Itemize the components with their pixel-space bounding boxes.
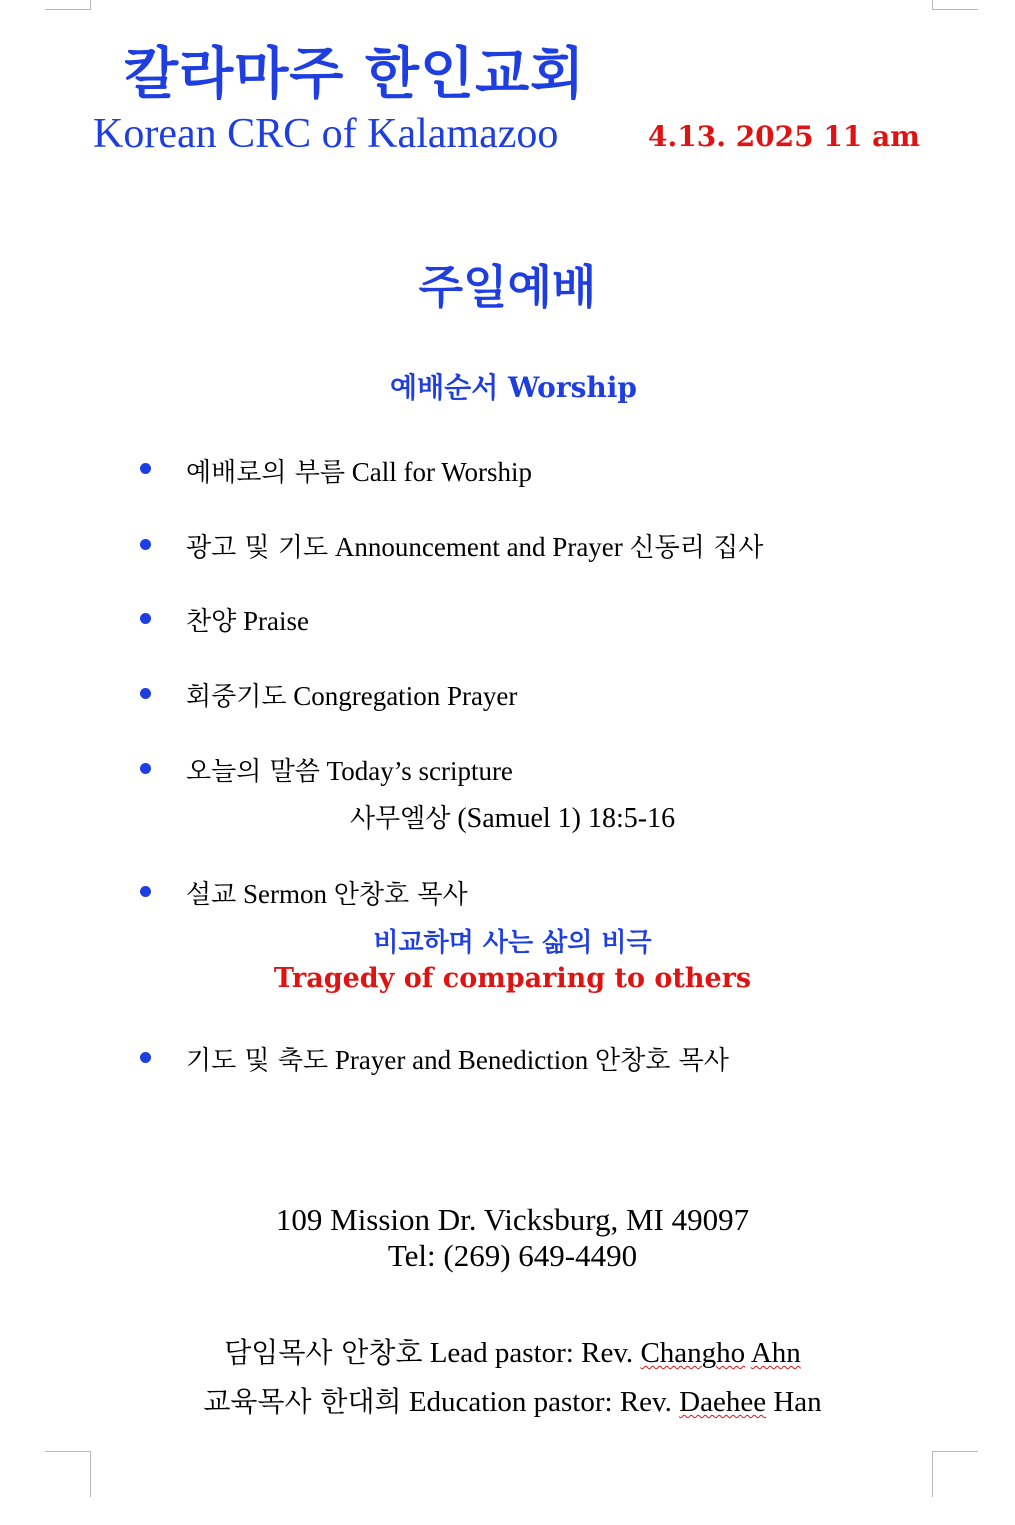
sermon-title-english: Tragedy of comparing to others (273, 963, 752, 994)
scripture-book-english: (Samuel 1) 18:5-16 (457, 803, 676, 834)
order-item-english: Congregation Prayer (293, 681, 518, 711)
crop-mark (932, 1451, 978, 1452)
order-item-leader: 안창호 목사 (595, 1046, 729, 1076)
lead-pastor-label: Lead pastor: Rev. (429, 1337, 634, 1369)
lead-pastor-korean: 담임목사 안창호 (224, 1336, 423, 1369)
church-telephone: Tel: (269) 649-4490 (387, 1238, 638, 1273)
order-item-korean: 기도 및 축도 (186, 1046, 329, 1076)
crop-mark (45, 1451, 90, 1452)
order-item-english: Sermon (242, 879, 327, 909)
order-item-korean: 회중기도 (186, 682, 287, 712)
order-item-english: Call for Worship (351, 457, 533, 487)
crop-mark (932, 9, 978, 10)
order-item-korean: 예배로의 부름 (186, 458, 345, 488)
scripture-book-korean: 사무엘상 (349, 804, 451, 834)
order-item-english: Today’s scripture (326, 756, 513, 786)
order-item-english: Praise (242, 606, 309, 636)
service-title: 주일예배 (418, 260, 597, 314)
order-item-congregation-prayer (186, 676, 517, 713)
order-item-english: Announcement and Prayer (334, 532, 623, 562)
order-heading-korean: 예배순서 (390, 371, 499, 404)
crop-mark (932, 1451, 933, 1497)
lead-pastor-first-name: Changho (640, 1337, 746, 1369)
bullet-icon (140, 1052, 151, 1063)
service-date: 4.13. 2025 11 am (648, 120, 920, 153)
church-address: 109 Mission Dr. Vicksburg, MI 49097 (275, 1202, 750, 1237)
education-pastor (0, 1380, 1015, 1420)
church-name-korean: 칼라마주 한인교회 (124, 42, 586, 107)
order-item-korean: 광고 및 기도 (186, 533, 329, 563)
crop-mark (90, 0, 91, 10)
education-pastor-label: Education pastor: Rev. (408, 1386, 672, 1418)
bullet-icon (140, 539, 151, 550)
order-item-sermon (186, 874, 468, 911)
crop-mark (45, 9, 90, 10)
sermon-title-korean: 비교하며 사는 삶의 비극 (373, 928, 652, 958)
bullet-icon (140, 613, 151, 624)
order-heading-english: Worship (508, 371, 637, 404)
lead-pastor-last-name: Ahn (750, 1337, 801, 1369)
order-item-korean: 오늘의 말씀 (186, 757, 320, 787)
education-pastor-first-name: Daehee (679, 1386, 767, 1418)
education-pastor-last-name: Han (773, 1386, 822, 1418)
order-item-leader: 신동리 집사 (629, 533, 764, 563)
lead-pastor (0, 1331, 1015, 1371)
order-item-praise (186, 601, 309, 638)
order-item-scripture (186, 751, 513, 788)
bullet-icon (140, 688, 151, 699)
bullet-icon (140, 886, 151, 897)
education-pastor-korean: 교육목사 한대희 (203, 1385, 402, 1418)
order-item-announcement (186, 527, 763, 564)
order-item-benediction (186, 1040, 729, 1077)
bullet-icon (140, 763, 151, 774)
church-name-english: Korean CRC of Kalamazoo (93, 111, 559, 157)
order-item-call-for-worship (186, 452, 532, 489)
order-heading (0, 366, 1015, 406)
scripture-reference (0, 798, 1015, 835)
order-item-english: Prayer and Benediction (334, 1045, 589, 1075)
order-item-korean: 찬양 (186, 607, 237, 637)
order-item-korean: 설교 (186, 880, 237, 910)
bullet-icon (140, 463, 151, 474)
order-item-leader: 안창호 목사 (333, 880, 468, 910)
crop-mark (90, 1451, 91, 1497)
